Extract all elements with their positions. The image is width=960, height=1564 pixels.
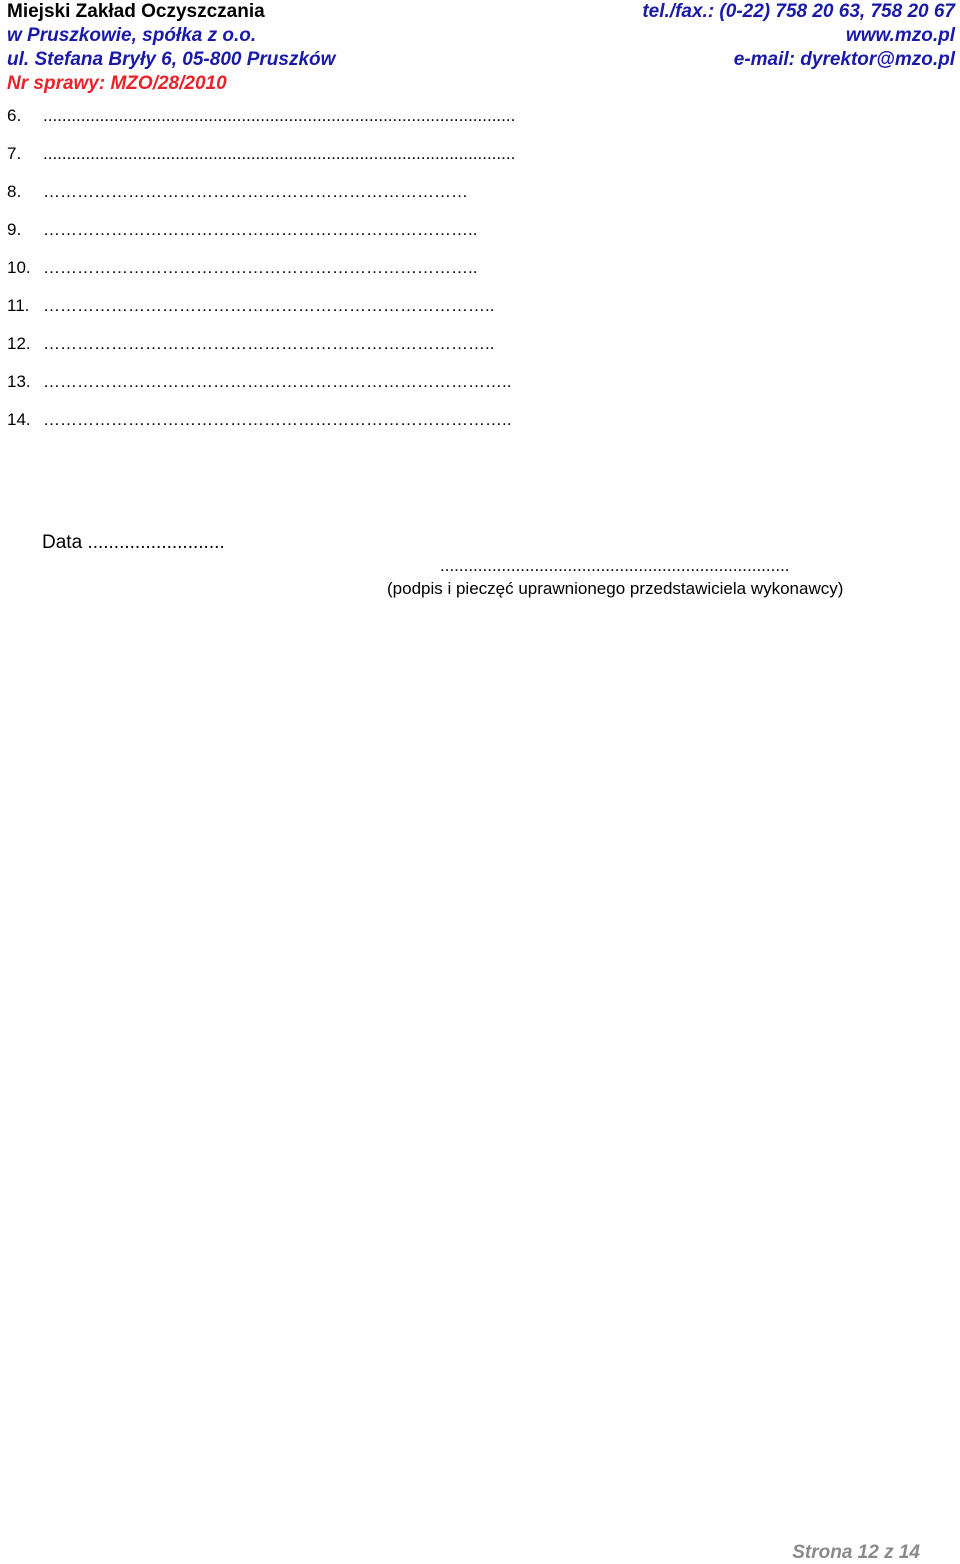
list-item-number: 13. bbox=[7, 372, 31, 391]
case-number: Nr sprawy: MZO/28/2010 bbox=[7, 73, 227, 94]
list-item-dots: ………………………………………………………………… bbox=[43, 182, 468, 201]
list-item bbox=[7, 334, 907, 372]
list-item-dots: …………………………………………………………………….. bbox=[43, 296, 495, 315]
list-item-number: 12. bbox=[7, 334, 31, 353]
header-row-4 bbox=[7, 72, 955, 96]
list-item bbox=[7, 372, 907, 410]
signature-line: .......................................................................... bbox=[440, 556, 790, 575]
list-item bbox=[7, 220, 907, 258]
list-item-number: 10. bbox=[7, 258, 31, 277]
list-item-dots: .................................................................................................... bbox=[43, 106, 516, 125]
date-field: Data .......................... bbox=[42, 532, 225, 553]
list-item-dots: ………………………………………………………………….. bbox=[43, 220, 478, 239]
list-item-number: 9. bbox=[7, 220, 22, 239]
list-item-dots: ………………………………………………………………….. bbox=[43, 258, 478, 277]
list-item-dots: ……………………………………………………………………….. bbox=[43, 372, 512, 391]
list-item-number: 11. bbox=[7, 296, 30, 315]
list-item bbox=[7, 182, 907, 220]
signature-caption: (podpis i pieczęć uprawnionego przedstawiciela wykonawcy) bbox=[387, 579, 844, 598]
list-item bbox=[7, 258, 907, 296]
document-header bbox=[7, 0, 955, 96]
list-item-number: 7. bbox=[7, 144, 22, 163]
numbered-list bbox=[7, 106, 907, 448]
phone-fax: tel./fax.: (0-22) 758 20 63, 758 20 67 bbox=[642, 1, 955, 22]
website-link[interactable]: www.mzo.pl bbox=[845, 25, 955, 46]
company-address: ul. Stefana Bryły 6, 05-800 Pruszków bbox=[7, 49, 336, 70]
list-item-dots: ……………………………………………………………………….. bbox=[43, 410, 512, 429]
company-name: Miejski Zakład Oczyszczania bbox=[7, 1, 265, 22]
list-item-dots: …………………………………………………………………….. bbox=[43, 334, 495, 353]
header-row-2 bbox=[7, 24, 955, 48]
list-item-dots: .................................................................................................... bbox=[43, 144, 516, 163]
company-location: w Pruszkowie, spółka z o.o. bbox=[7, 25, 257, 46]
list-item bbox=[7, 296, 907, 334]
header-row-1 bbox=[7, 0, 955, 24]
list-item-number: 14. bbox=[7, 410, 31, 429]
list-item-number: 6. bbox=[7, 106, 22, 125]
list-item-number: 8. bbox=[7, 182, 22, 201]
list-item bbox=[7, 106, 907, 144]
header-row-3 bbox=[7, 48, 955, 72]
email-link[interactable]: e-mail: dyrektor@mzo.pl bbox=[733, 49, 955, 70]
page-number: Strona 12 z 14 bbox=[792, 1542, 920, 1563]
list-item bbox=[7, 144, 907, 182]
list-item bbox=[7, 410, 907, 448]
